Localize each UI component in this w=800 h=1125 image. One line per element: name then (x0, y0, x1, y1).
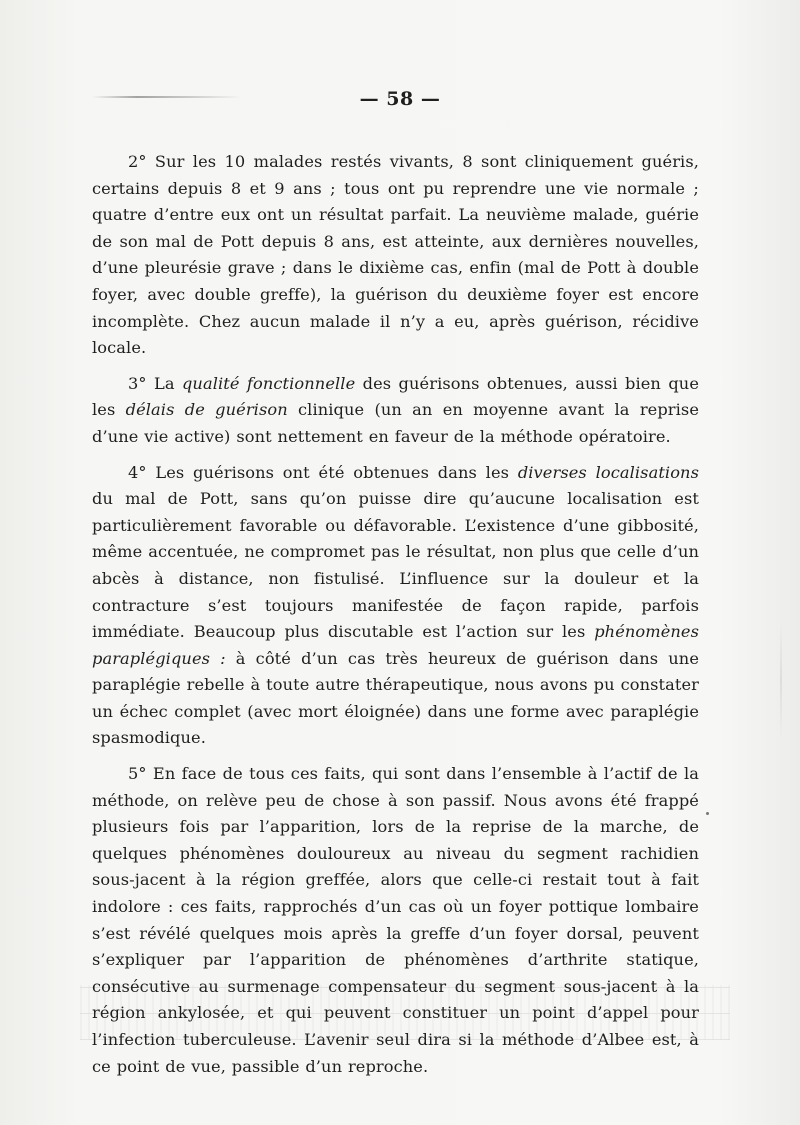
paragraph-2-italic-1: qualité fonctionnelle (181, 373, 356, 393)
paragraph-3-italic-2: phénomènes paraplégiques : (92, 622, 699, 668)
paragraph-2-italic-2: délais de guérison (125, 400, 288, 420)
body-text (92, 149, 699, 1089)
paragraph-3-text-1: 4° Les guérisons ont été obtenues dans les (128, 462, 518, 482)
paragraph-3-text-3: à côté d’un cas très heureux de guérison dans une paraplégie rebelle à toute autre thérapeutique, nous avons pu constater un échec complet (avec mort éloignée) dans une forme avec paraplégie spasmodique. (92, 648, 699, 748)
paragraph-3-text-2: du mal de Pott, sans qu’on puisse dire qu’aucune localisation est particulièrement favorable ou défavorable. L’existence d’une gibbosité, même accentuée, ne compromet pas le résultat, non plus que celle d’un abcès à distance, non fistulisé. L’influence sur la douleur et la contracture s’est toujours manifestée de façon rapide, parfois immédiate. Beaucoup plus discutable est l’action sur les (92, 489, 699, 642)
paragraph-1-text: 2° Sur les 10 malades restés vivants, 8 sont cliniquement guéris, certains depuis 8 et 9 ans ; tous ont pu reprendre une vie normale ; quatre d’entre eux ont un résultat parfait. La neuvième malade, guérie de son mal de Pott depuis 8 ans, est atteinte, aux dernières nouvelles, d’une pleurésie grave ; dans le dixième cas, enfin (mal de Pott à double foyer, avec double greffe), la guérison du deuxième foyer est encore incomplète. Chez aucun malade il n’y a eu, après guérison, récidive locale. (92, 152, 699, 358)
page-edge-shadow (780, 620, 782, 740)
paragraph-1 (92, 149, 699, 362)
paragraph-2-text-1: 3° La (128, 373, 182, 393)
paragraph-2-text-2: des guérisons obtenues, aussi bien que les (92, 373, 700, 420)
paragraph-3-italic-1: diverses localisations (517, 462, 699, 482)
bleed-through-shadow (80, 985, 730, 1040)
paragraph-2-text-3: clinique (un an en moyenne avant la reprise d’une vie active) sont nettement en faveur de la méthode opératoire. (92, 400, 700, 446)
ink-dot (706, 812, 709, 815)
paragraph-3 (92, 460, 699, 753)
page-number: — 58 — (359, 88, 441, 110)
paragraph-2 (92, 371, 699, 451)
paragraph-4-text: 5° En face de tous ces faits, qui sont dans l’ensemble à l’actif de la méthode, on relève peu de chose à son passif. Nous avons été frappé plusieurs fois par l’apparition, lors de la reprise de la marche, de quelques phénomènes douloureux au niveau du segment rachidien sous-jacent à la région greffée, alors que celle-ci restait tout à fait indolore : ces faits, rapprochés d’un cas où un foyer pottique lombaire s’est révélé quelques mois après la greffe d’un foyer dorsal, peuvent s’expliquer par l’apparition de phénomènes d’arthrite statique, consécutive au surmenage compensateur du segment sous-jacent à la région ankylosée, et qui peuvent constituer un point d’appel pour l’infection tuberculeuse. L’avenir seul dira si la méthode d’Albee est, à ce point de vue, passible d’un reproche. (92, 764, 699, 1076)
